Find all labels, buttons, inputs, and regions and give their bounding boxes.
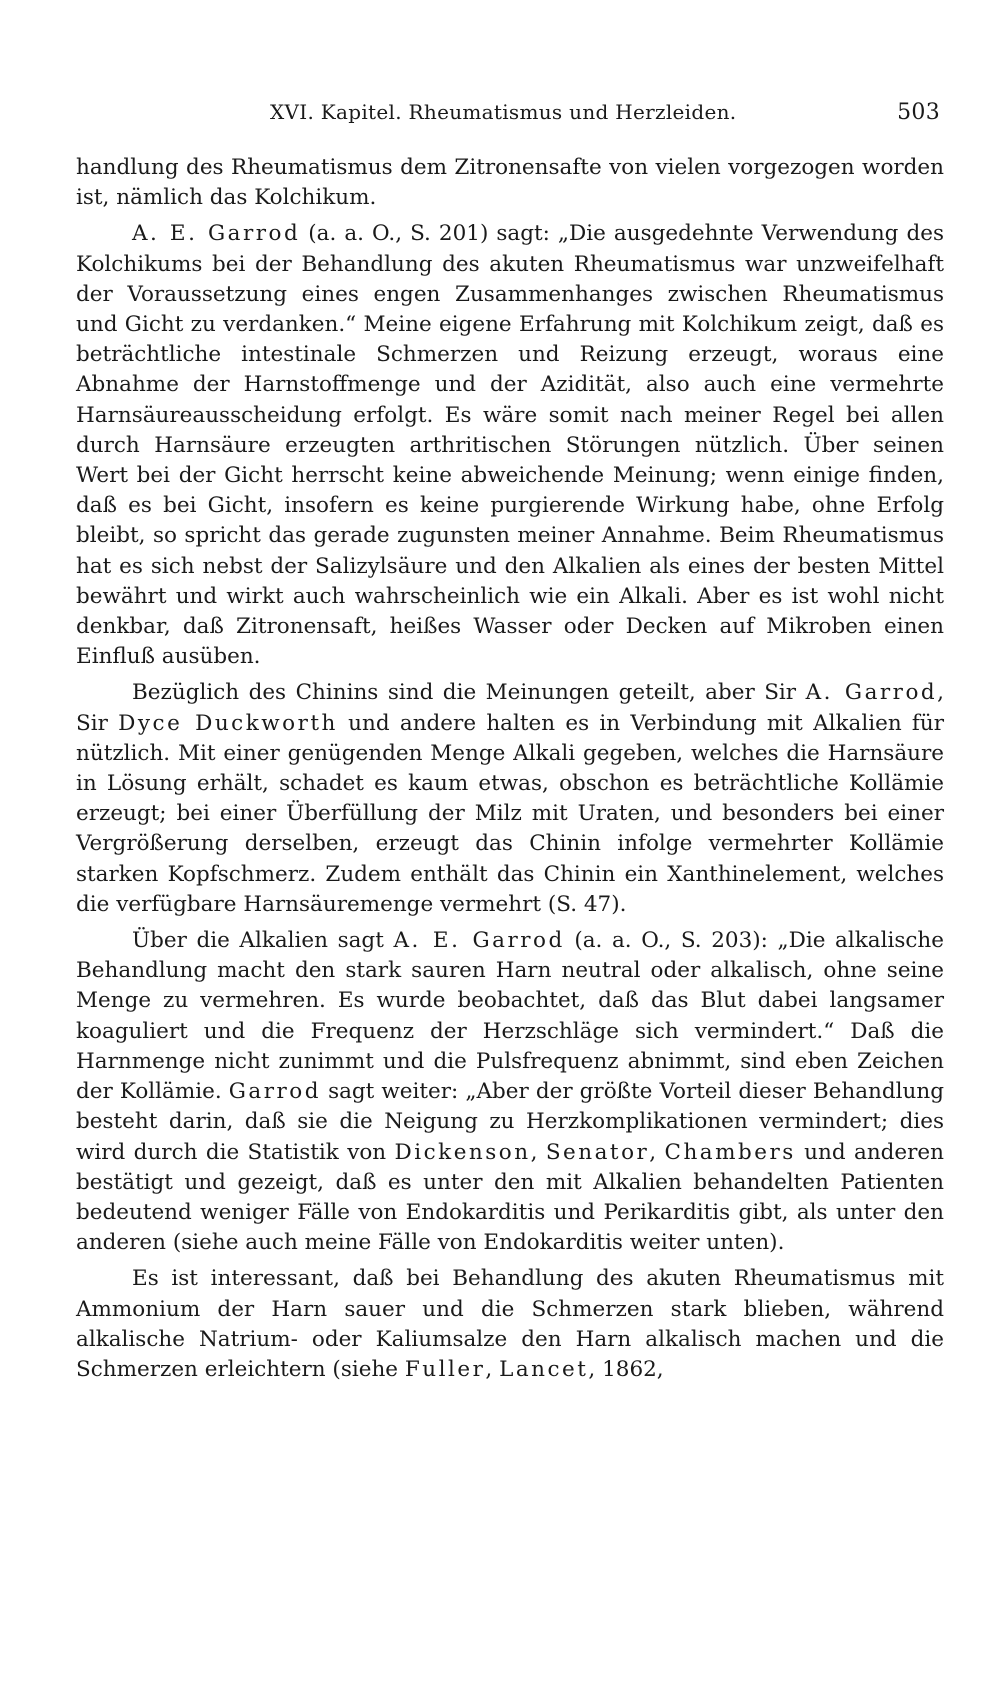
author-name: Dickenson bbox=[394, 1139, 531, 1165]
paragraph-alkalien: Über die Alkalien sagt A. E. Garrod (a. a. O., S. 203): „Die alkalische Behandlung macht den stark sauren Harn neutral oder alkalisch, ohne seine Menge zu vermehren. Es wurde beobachtet, daß das Blut dabei langsamer koaguliert und die Frequenz der Herzschläge sich vermindert.“ Daß die Harnmenge nicht zunimmt und die Pulsfrequenz abnimmt, sind eben Zeichen der Kollämie. Garrod sagt weiter: „Aber der größte Vorteil dieser Behandlung besteht darin, daß sie die Neigung zu Herzkomplikationen vermindert; dies wird durch die Statistik von Dickenson, Senator, Chambers und anderen bestätigt und gezeigt, daß es unter den mit Alkalien behandelten Patienten bedeutend weniger Fälle von Endokarditis und Perikarditis gibt, als unter den anderen (siehe auch meine Fälle von Endokarditis weiter unten). bbox=[76, 928, 945, 1256]
author-name: Dyce Duckworth bbox=[118, 710, 338, 736]
page-header bbox=[80, 100, 940, 136]
running-title: XVI. Kapitel. Rheumatismus und Herzleiden. bbox=[270, 100, 737, 124]
paragraph-chinin: Bezüglich des Chinins sind die Meinungen geteilt, aber Sir A. Garrod, Sir Dyce Duckworth und andere halten es in Verbindung mit Alkalien für nützlich. Mit einer genügenden Menge Alkali gegeben, welches die Harnsäure in Lösung erhält, schadet es kaum etwas, obschon es beträchtliche Kollämie erzeugt; bei einer Überfüllung der Milz mit Uraten, und besonders bei einer Vergrößerung derselben, erzeugt das Chinin infolge vermehrter Kollämie starken Kopfschmerz. Zudem enthält das Chinin ein Xanthinelement, welches die verfügbare Harnsäuremenge vermehrt (S. 47). bbox=[76, 680, 945, 917]
author-name: Chambers bbox=[664, 1139, 796, 1165]
paragraph-continuation: handlung des Rheumatismus dem Zitronensafte von vielen vorgezogen worden ist, nämlich das Kolchikum. bbox=[76, 155, 944, 211]
body-text bbox=[76, 153, 944, 1385]
author-name: A. Garrod bbox=[805, 680, 938, 706]
author-name: A. E. Garrod bbox=[393, 928, 565, 954]
author-name: Fuller bbox=[404, 1356, 486, 1382]
author-name: Garrod bbox=[228, 1079, 321, 1105]
author-name: Senator bbox=[545, 1139, 650, 1165]
page-number: 503 bbox=[897, 100, 940, 125]
paragraph-garrod-colchicum: A. E. Garrod (a. a. O., S. 201) sagt: „Die ausgedehnte Verwendung des Kolchikums bei der Behandlung des akuten Rheumatismus war unzweifelhaft der Voraussetzung eines engen Zusammenhanges zwischen Rheumatismus und Gicht zu verdanken.“ Meine eigene Erfahrung mit Kolchikum zeigt, daß es beträchtliche intestinale Schmerzen und Reizung erzeugt, woraus eine Abnahme der Harnstoffmenge und der Azidität, also auch eine vermehrte Harnsäureausscheidung erfolgt. Es wäre somit nach meiner Regel bei allen durch Harnsäure erzeugten arthritischen Störungen nützlich. Über seinen Wert bei der Gicht herrscht keine abweichende Meinung; wenn einige finden, daß es bei Gicht, insofern es keine purgierende Wirkung habe, ohne Erfolg bleibt, so spricht das gerade zugunsten meiner Annahme. Beim Rheumatismus hat es sich nebst der Salizylsäure und den Alkalien als eines der besten Mittel bewährt und wirkt auch wahrscheinlich wie ein Alkali. Aber es ist wohl nicht denkbar, daß Zitronensaft, heißes Wasser oder Decken auf Mikroben einen Einfluß ausüben. bbox=[76, 221, 944, 670]
journal-name: Lancet bbox=[499, 1356, 589, 1382]
author-name: A. E. Garrod bbox=[132, 221, 301, 247]
paragraph-ammonium: Es ist interessant, daß bei Behandlung des akuten Rheumatismus mit Ammonium der Harn sauer und die Schmerzen stark blieben, während alkalische Natrium- oder Kaliumsalze den Harn alkalisch machen und die Schmerzen erleichtern (siehe Fuller, Lancet, 1862, bbox=[76, 1266, 944, 1382]
